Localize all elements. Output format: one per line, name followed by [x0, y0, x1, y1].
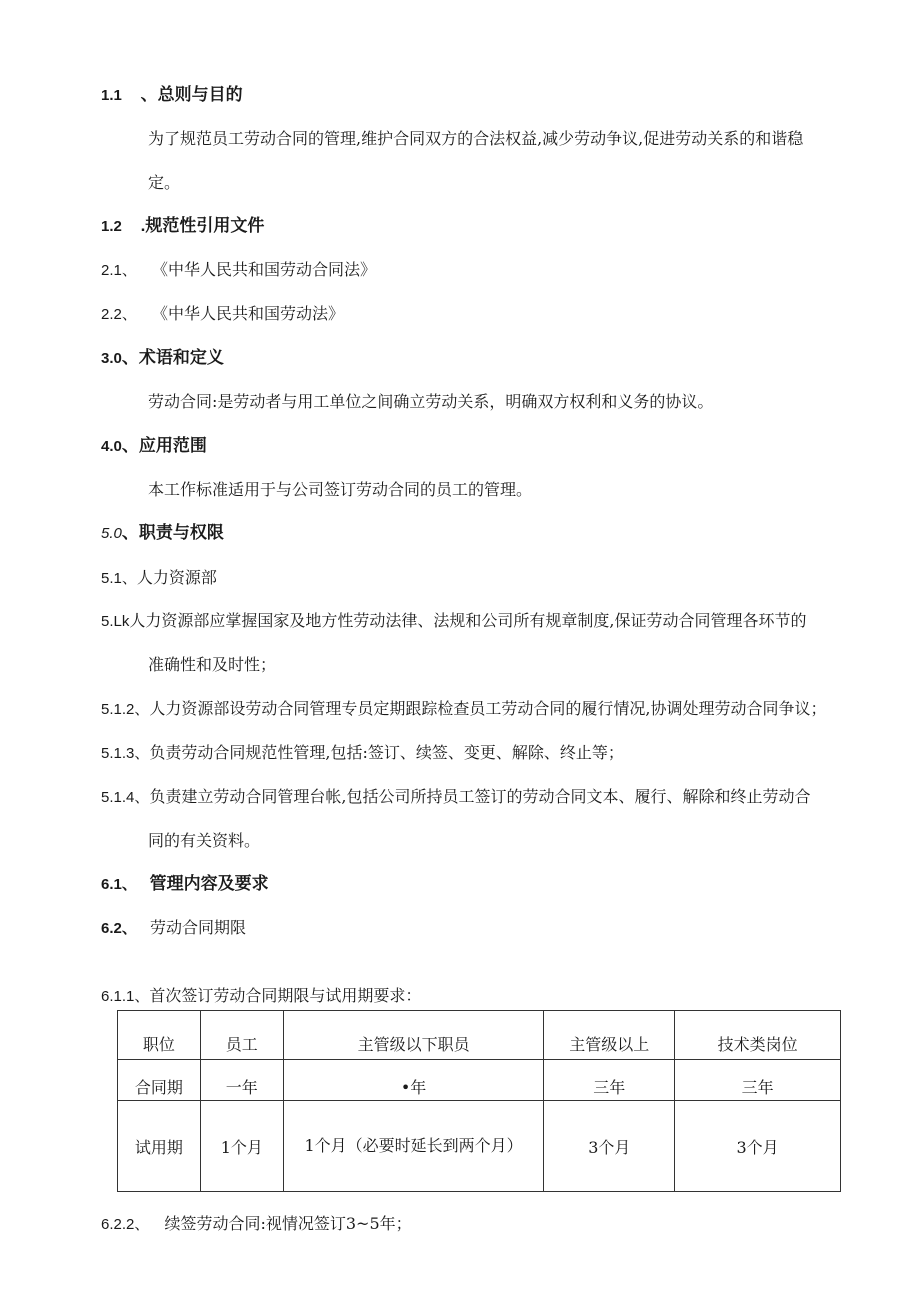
item-5-1-3	[101, 741, 624, 766]
table-cell: 主管级以上	[544, 1011, 675, 1060]
table-cell: 技术类岗位	[675, 1011, 841, 1060]
item-6-1-1	[101, 984, 421, 1009]
heading-1-2	[101, 214, 264, 239]
table-cell: 职位	[118, 1011, 201, 1060]
item-text: 《中华人民共和国劳动法》	[151, 304, 344, 323]
table-cell: 合同期	[118, 1060, 201, 1101]
item-text: 负责劳动合同规范性管理,包括:签订、续签、变更、解除、终止等；	[149, 743, 624, 762]
item-number: 5.1.3、	[101, 745, 150, 762]
item-text: 人力资源部	[136, 568, 217, 587]
item-text: 首次签订劳动合同期限与试用期要求：	[149, 986, 422, 1005]
item-number: 5.1、	[101, 570, 137, 587]
heading-number: 1.1	[101, 87, 122, 104]
item-number: 2.1、	[101, 262, 137, 279]
item-5-1-1-line2: 准确性和及时性；	[148, 655, 277, 674]
heading-1-1	[101, 83, 243, 108]
item-number: 6.2.2、	[101, 1216, 150, 1233]
heading-title: 、应用范围	[121, 436, 207, 455]
item-5-1-2	[101, 697, 826, 722]
heading-number: 4.0	[101, 438, 122, 455]
table-row-contract	[118, 1060, 841, 1101]
table-row-probation	[118, 1101, 841, 1192]
item-number: 6.1.1、	[101, 988, 150, 1005]
heading-title: 管理内容及要求	[149, 874, 269, 893]
hr-department-item	[101, 566, 217, 591]
table-cell: 员工	[200, 1011, 283, 1060]
table-cell: 1个月	[200, 1101, 283, 1192]
item-number: 5.Lk	[101, 613, 130, 630]
reference-item-2	[101, 302, 344, 327]
purpose-text-line1: 为了规范员工劳动合同的管理,维护合同双方的合法权益,减少劳动争议,促进劳动关系的和谐稳	[148, 129, 804, 148]
item-number: 5.1.2、	[101, 701, 150, 718]
item-text: 续签劳动合同:视情况签订3~5年；	[164, 1214, 412, 1233]
table-cell: 一年	[200, 1060, 283, 1101]
heading-title: 、术语和定义	[121, 348, 224, 367]
heading-title: 劳动合同期限	[149, 918, 246, 937]
table-cell: 3个月	[544, 1101, 675, 1192]
contract-period-table	[117, 1010, 841, 1192]
item-text: 人力资源部设劳动合同管理专员定期跟踪检查员工劳动合同的履行情况,协调处理劳动合同争议；	[149, 699, 827, 718]
scope-text: 本工作标准适用于与公司签订劳动合同的员工的管理。	[148, 480, 533, 499]
heading-number: 6.2、	[101, 920, 137, 937]
table-header-row	[118, 1011, 841, 1060]
item-text: 负责建立劳动合同管理台帐,包括公司所持员工签订的劳动合同文本、履行、解除和终止劳动合	[149, 787, 811, 806]
heading-number: 3.0	[101, 350, 122, 367]
heading-title: 、总则与目的	[140, 85, 243, 104]
table-cell: 试用期	[118, 1101, 201, 1192]
heading-title: 、职责与权限	[121, 523, 224, 542]
reference-item-1	[101, 258, 376, 283]
heading-6-2	[101, 916, 246, 941]
heading-5-0	[101, 521, 224, 546]
item-5-1-1-line1	[101, 609, 806, 634]
item-text: 《中华人民共和国劳动合同法》	[151, 260, 376, 279]
table-cell: 三年	[675, 1060, 841, 1101]
item-text: 人力资源部应掌握国家及地方性劳动法律、法规和公司所有规章制度,保证劳动合同管理各环节的	[129, 611, 807, 630]
purpose-text-line2: 定。	[148, 173, 181, 192]
table-cell: •年	[283, 1060, 544, 1101]
heading-4-0	[101, 434, 207, 459]
item-5-1-4-line2: 同的有关资料。	[148, 831, 261, 850]
table-cell: 1个月（必要时延长到两个月）	[283, 1101, 544, 1192]
item-number: 5.1.4、	[101, 789, 150, 806]
definition-text: 劳动合同:是劳动者与用工单位之间确立劳动关系，明确双方权利和义务的协议。	[148, 392, 714, 411]
table-cell: 三年	[544, 1060, 675, 1101]
item-5-1-4-line1	[101, 785, 810, 810]
heading-number: 6.1、	[101, 876, 137, 893]
heading-title: .规范性引用文件	[140, 216, 265, 235]
item-6-2-2	[101, 1212, 412, 1237]
table-cell: 3个月	[675, 1101, 841, 1192]
heading-number: 5.0	[101, 525, 122, 542]
table-cell: 主管级以下职员	[283, 1011, 544, 1060]
heading-6-1	[101, 872, 269, 897]
heading-number: 1.2	[101, 218, 122, 235]
heading-3-0	[101, 346, 224, 371]
item-number: 2.2、	[101, 306, 137, 323]
